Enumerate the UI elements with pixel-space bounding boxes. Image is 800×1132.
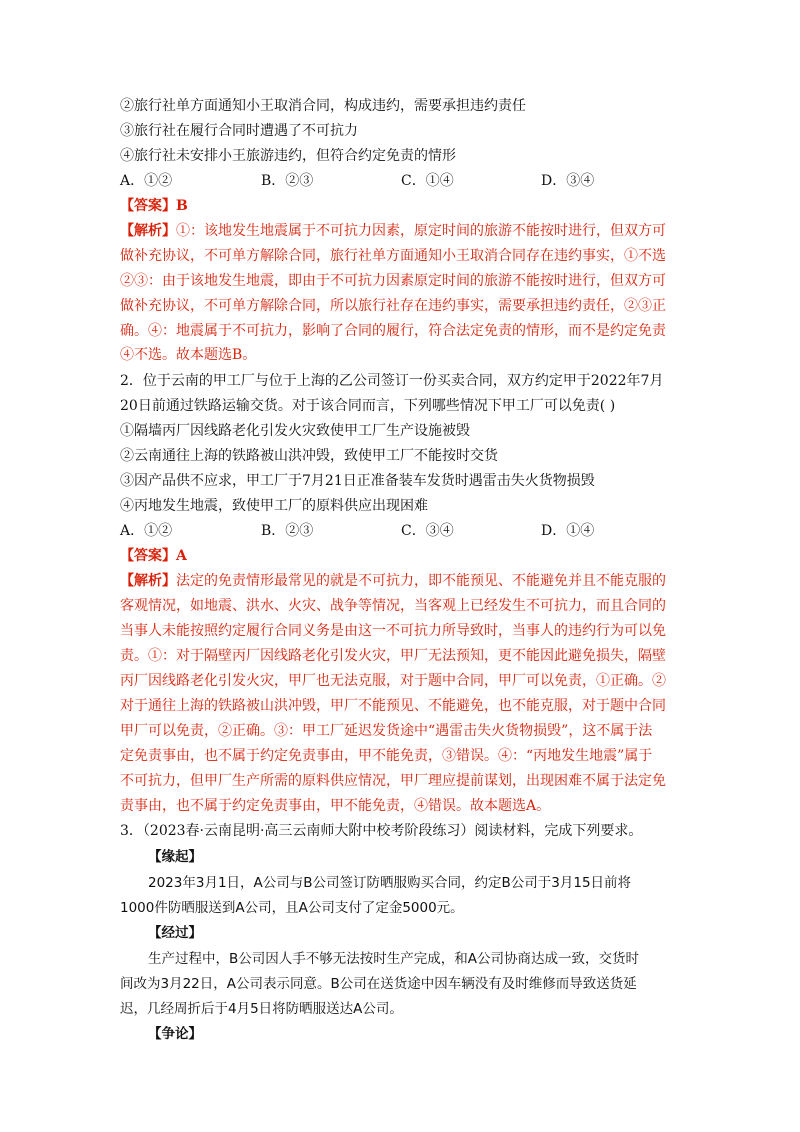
- q2-option-a: A．①②: [120, 523, 173, 539]
- q2-analysis-line-4: 责。①：对于隔壁丙厂因线路老化引发火灾，甲厂无法预知，更不能因此避免损失，隔壁: [120, 648, 666, 664]
- analysis-tag: 【解析】: [120, 573, 176, 589]
- q2-item-2: ②云南通往上海的铁路被山洪冲毁，致使甲工厂不能按时交货: [120, 448, 498, 464]
- q2-item-1: ①隔墙丙厂因线路老化引发火灾致使甲工厂生产设施被毁: [120, 423, 470, 439]
- q2-item-3: ③因产品供不应求，甲工厂于7月21日正准备装车发货时遇雷击失火货物损毁: [120, 473, 595, 489]
- q2-analysis-line-3: 当事人未能按照约定履行合同义务是由这一不可抗力所导致时，当事人的违约行为可以免: [120, 623, 666, 639]
- analysis-tag: 【解析】: [120, 223, 176, 239]
- q2-analysis-line-2: 客观情况，如地震、洪水、火灾、战争等情况，当客观上已经发生不可抗力，而且合同的: [120, 598, 666, 614]
- q1-option-c: C．①④: [401, 173, 454, 189]
- q2-stem-line-1: 2．位于云南的甲工厂与位于上海的乙公司签订一份买卖合同，双方约定甲于2022年7月: [120, 373, 664, 389]
- q3-origin-line-1: 2023年3月1日，A公司与B公司签订防晒服购买合同，约定B公司于3月15日前将: [148, 875, 632, 891]
- q1-analysis-line-5: 确。④：地震属于不可抗力，影响了合同的履行，符合法定免责的情形，而不是约定免责: [120, 323, 666, 339]
- q2-analysis-line-10: 责事由，也不属于约定免责事由，甲不能免责，④错误。故本题选A。: [120, 798, 551, 814]
- q3-origin-heading: 【缘起】: [148, 849, 202, 865]
- q2-analysis-line-1: [120, 572, 666, 590]
- answer-tag: 【答案】: [120, 548, 176, 564]
- q3-dispute-heading: 【争论】: [148, 1026, 202, 1042]
- q3-process-line-2: 间改为3月22日，A公司表示同意。B公司在送货途中因车辆没有及时维修而导致送货延: [120, 976, 637, 992]
- q1-item-2: ②旅行社单方面通知小王取消合同，构成违约，需要承担违约责任: [120, 98, 526, 114]
- q3-process-line-1: 生产过程中，B公司因人手不够无法按时生产完成，和A公司协商达成一致，交货时: [148, 951, 639, 967]
- q2-answer: [120, 547, 187, 565]
- q1-analysis-line-3: ②③：由于该地发生地震，即由于不可抗力因素原定时间的旅游不能按时进行，但双方可: [120, 273, 666, 289]
- q3-stem: 3．（2023春·云南昆明·高三云南师大附中校考阶段练习）阅读材料，完成下列要求。: [120, 823, 643, 839]
- q3-origin-line-2: 1000件防晒服送到A公司，且A公司支付了定金5000元。: [120, 900, 464, 916]
- q2-analysis-line-8: 定免责事由，也不属于约定免责事由，甲不能免责，③错误。④：“丙地发生地震”属于: [120, 748, 653, 764]
- q2-option-c: C．③④: [401, 523, 454, 539]
- q3-process-heading: 【经过】: [148, 925, 202, 941]
- q1-option-b: B．②③: [261, 173, 314, 189]
- q2-stem-line-2: 20日前通过铁路运输交货。对于该合同而言，下列哪些情况下甲工厂可以免责( ): [120, 398, 616, 414]
- q2-analysis-line-7: 甲厂可以免责，②正确。③：甲工厂延迟发货途中“遇雷击失火货物损毁”，这不属于法: [120, 723, 653, 739]
- q1-option-d: D．③④: [541, 173, 595, 189]
- q1-option-a: A．①②: [120, 173, 173, 189]
- q1-analysis-line-6: ④不选。故本题选B。: [120, 347, 257, 363]
- q2-analysis-line-5: 丙厂因线路老化引发火灾，甲厂也无法克服，对于题中合同，甲厂可以免责，①正确。②: [120, 673, 666, 689]
- answer-value: B: [176, 198, 188, 214]
- q2-option-b: B．②③: [261, 523, 314, 539]
- q1-item-3: ③旅行社在履行合同时遭遇了不可抗力: [120, 123, 358, 139]
- q2-option-d: D．①④: [541, 523, 595, 539]
- analysis-text: ①：该地发生地震属于不可抗力因素，原定时间的旅游不能按时进行，但双方可: [176, 223, 666, 239]
- q1-answer: [120, 197, 188, 215]
- q1-analysis-line-2: 做补充协议，不可单方解除合同，旅行社单方面通知小王取消合同存在违约事实，①不选: [120, 248, 666, 264]
- q1-item-4: ④旅行社未安排小王旅游违约，但符合约定免责的情形: [120, 148, 456, 164]
- q2-item-4: ④丙地发生地震，致使甲工厂的原料供应出现困难: [120, 498, 428, 514]
- q2-analysis-line-6: 对于通往上海的铁路被山洪冲毁，甲厂不能预见、不能避免，也不能克服，对于题中合同: [120, 698, 666, 714]
- q1-analysis-line-4: 做补充协议，不可单方解除合同，所以旅行社存在违约事实，需要承担违约责任，②③正: [120, 298, 666, 314]
- q2-analysis-line-9: 不可抗力，但甲厂生产所需的原料供应情况，甲厂理应提前谋划，出现困难不属于法定免: [120, 773, 666, 789]
- q3-process-line-3: 迟，几经周折后于4月5日将防晒服送达A公司。: [120, 1001, 403, 1017]
- answer-tag: 【答案】: [120, 198, 176, 214]
- answer-value: A: [176, 548, 187, 564]
- analysis-text: 法定的免责情形最常见的就是不可抗力，即不能预见、不能避免并且不能克服的: [176, 573, 666, 589]
- q1-analysis-line-1: [120, 222, 666, 240]
